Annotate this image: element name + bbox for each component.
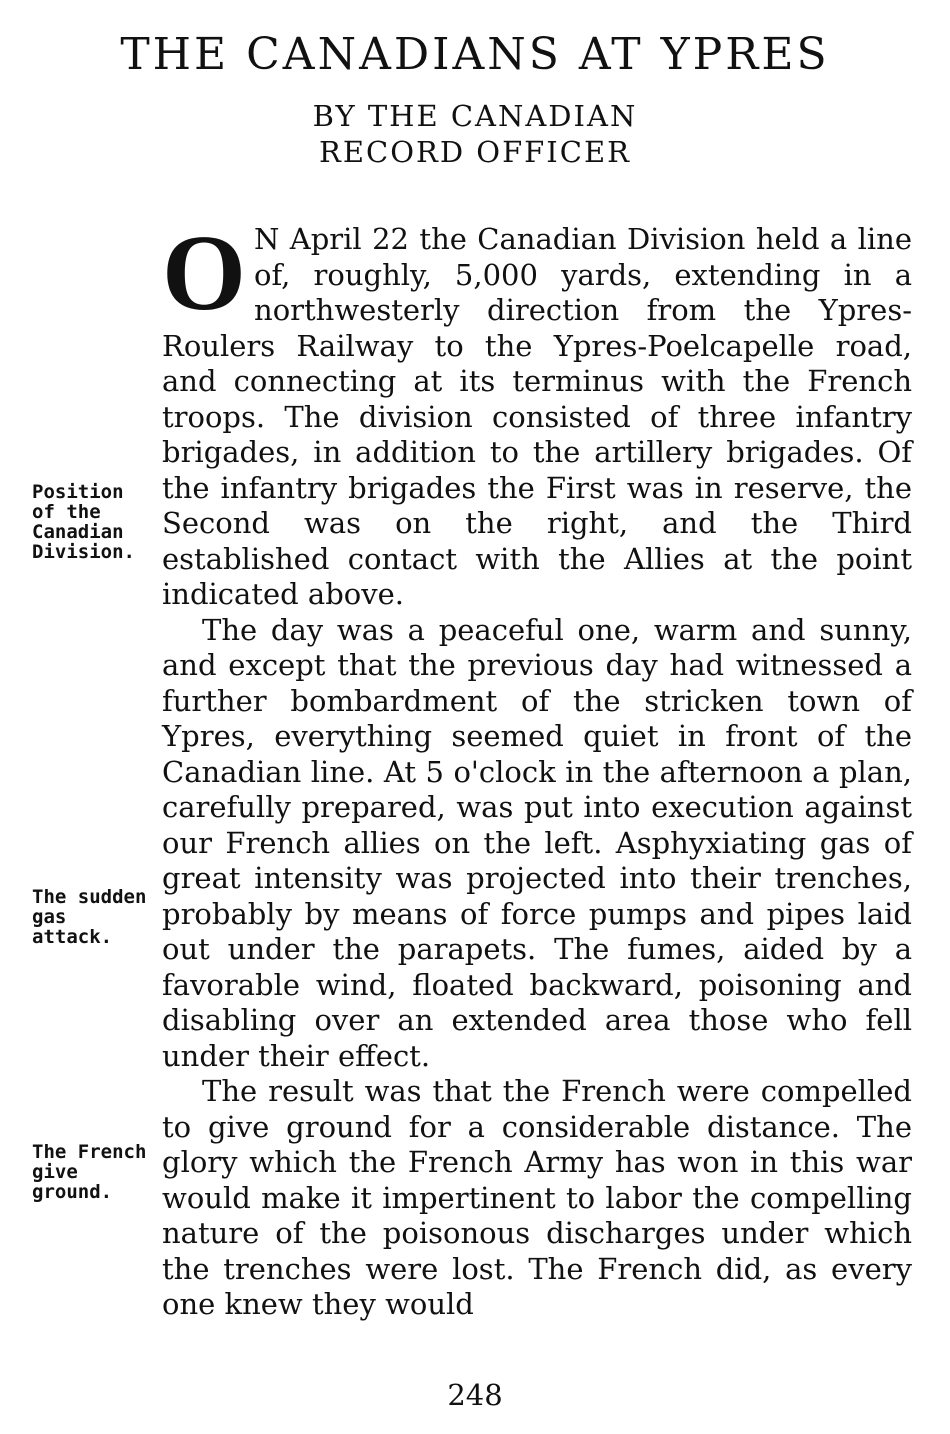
byline	[0, 98, 950, 170]
byline-line-2: RECORD OFFICER	[319, 135, 631, 169]
paragraph-1	[162, 214, 912, 613]
paragraph-2: The day was a peaceful one, warm and sunny, and except that the previous day had witnessed a further bombardment of the stricken town of Ypres, everything seemed quiet in front of the Canadian line. At 5 o'clock in the afternoon a plan, carefully prepared, was put into execution against our French allies on the left. Asphyxiating gas of great intensity was projected into their trenches, probably by means of force pumps and pipes laid out under the parapets. The fumes, aided by a favorable wind, floated backward, poisoning and disabling over an extended area those who fell under their effect.	[162, 612, 912, 1073]
byline-line-1: BY THE CANADIAN	[312, 99, 638, 133]
margin-note-gas-attack: The sudden gas attack.	[32, 886, 147, 948]
paragraph-3: The result was that the French were compelled to give ground for a considerable distance. The glory which the French Army has won in this war would make it impertinent to labor the compelling nature of the poisonous discharges under which the trenches were lost. The French did, as every one knew they would	[162, 1074, 912, 1321]
article-title: THE CANADIANS AT YPRES	[120, 29, 830, 80]
margin-note-french-ground: The French give ground.	[32, 1141, 147, 1203]
paragraph-1-text: N April 22 the Canadian Division held a line of, roughly, 5,000 yards, extending in a northwesterly direction from the Ypres-Roulers Railway to the Ypres-Poelcapelle road, and connecting at its terminus with the French troops. The division consisted of three infantry brigades, in addition to the artillery brigades. Of the infantry brigades the First was in reserve, the Second was on the right, and the Third established contact with the Allies at the point indicated above.	[162, 222, 912, 611]
page-number: 248	[447, 1378, 503, 1412]
article-body	[162, 214, 912, 1323]
drop-cap: O	[162, 214, 247, 333]
margin-note-position: Position of the Canadian Division.	[32, 481, 135, 563]
